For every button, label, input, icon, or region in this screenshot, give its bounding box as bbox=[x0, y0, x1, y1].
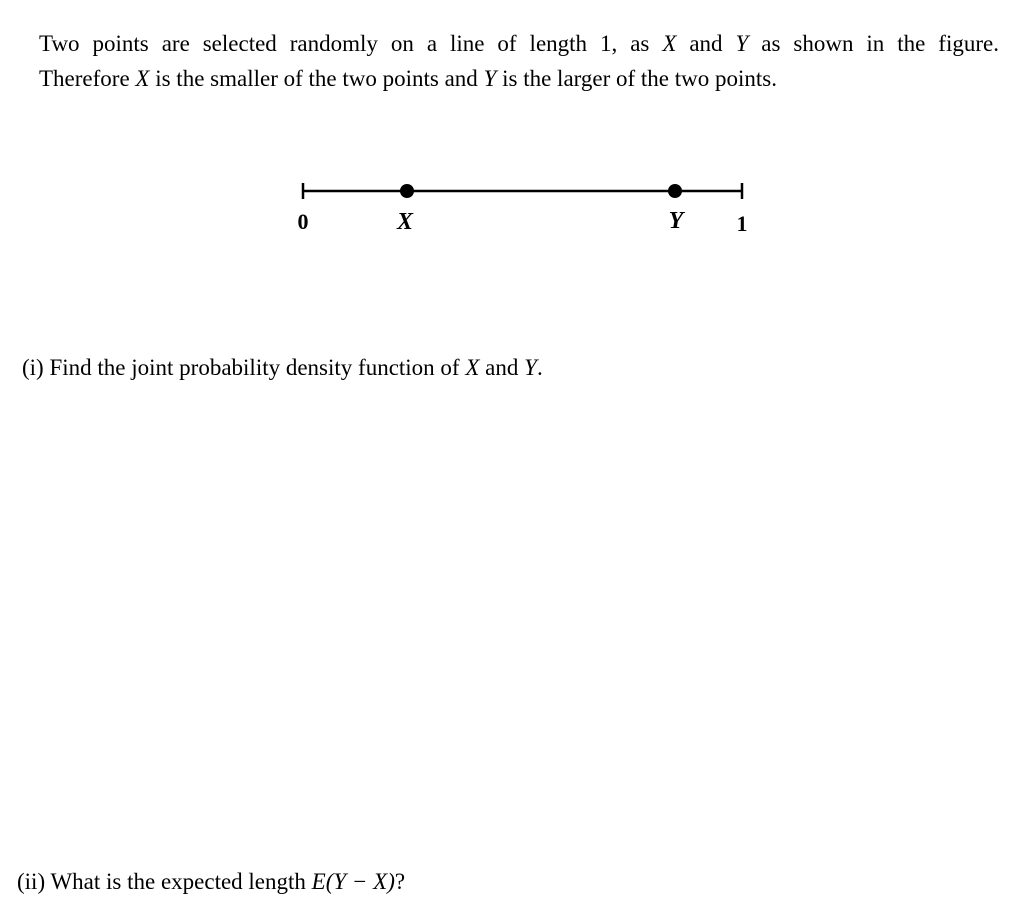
math-expression: E(Y − X) bbox=[311, 869, 395, 894]
question-2 bbox=[17, 867, 405, 897]
text-segment: Therefore bbox=[39, 66, 136, 91]
text-segment: ? bbox=[394, 869, 406, 894]
question-1 bbox=[22, 353, 543, 383]
text-segment: as shown in the figure. bbox=[748, 31, 999, 56]
text-segment: What is the expected length bbox=[45, 869, 312, 894]
math-variable-x: X bbox=[662, 31, 677, 56]
problem-line-1 bbox=[39, 26, 999, 61]
math-variable-x: X bbox=[135, 66, 150, 91]
text-segment: and bbox=[479, 355, 525, 380]
label-one: 1 bbox=[736, 211, 748, 236]
text-segment: . bbox=[536, 355, 543, 380]
text-segment: is the larger of the two points. bbox=[496, 66, 777, 91]
problem-line-2 bbox=[39, 61, 999, 96]
text-segment: is the smaller of the two points and bbox=[149, 66, 484, 91]
label-zero: 0 bbox=[297, 209, 309, 234]
text-segment: Two points are selected randomly on a line of length 1, as bbox=[39, 31, 663, 56]
problem-statement bbox=[39, 26, 999, 96]
label-x: X bbox=[396, 209, 414, 235]
point-y-marker bbox=[668, 184, 682, 198]
math-variable-x: X bbox=[465, 355, 480, 380]
text-segment: Find the joint probability density function of bbox=[43, 355, 466, 380]
question-number: (i) bbox=[22, 355, 44, 380]
label-y: Y bbox=[668, 208, 684, 234]
text-segment: and bbox=[676, 31, 736, 56]
question-number: (ii) bbox=[17, 869, 46, 894]
math-variable-y: Y bbox=[735, 31, 749, 56]
math-variable-y: Y bbox=[524, 355, 537, 380]
point-x-marker bbox=[400, 184, 414, 198]
math-variable-y: Y bbox=[483, 66, 497, 91]
